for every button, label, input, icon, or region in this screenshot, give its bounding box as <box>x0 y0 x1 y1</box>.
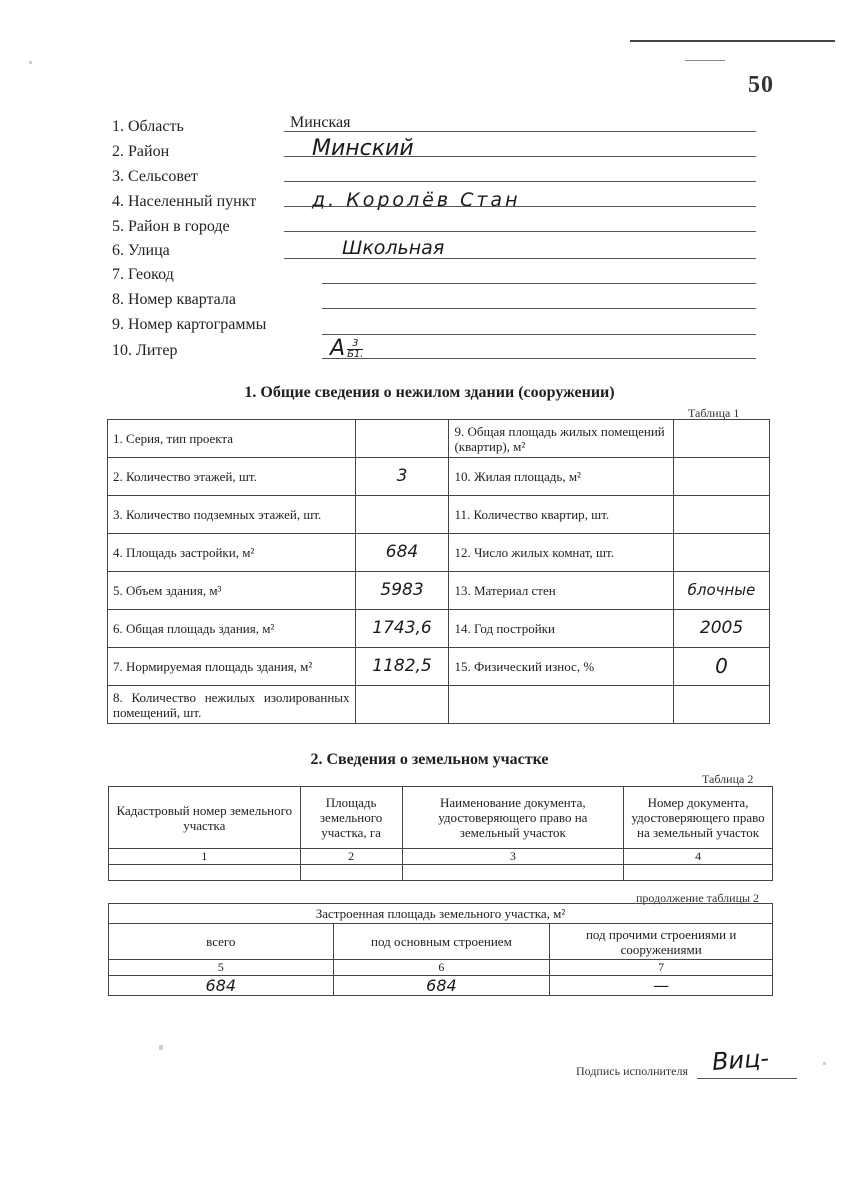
field-label-city-district: 5. Район в городе <box>112 218 230 235</box>
field-label-cartogram-number: 9. Номер картограммы <box>112 316 267 333</box>
table1-value: 684 <box>355 534 449 572</box>
field-label-oblast: 1. Область <box>112 118 184 135</box>
table1-value <box>674 534 770 572</box>
table2-cell <box>624 865 773 881</box>
field-line <box>284 231 756 232</box>
table2-cont-number: 7 <box>550 960 773 976</box>
table-row <box>109 849 773 865</box>
field-value-rayon: Минский <box>312 136 414 161</box>
table2-col-number: 1 <box>109 849 301 865</box>
table1-label <box>449 686 674 724</box>
field-line <box>322 358 756 359</box>
table2-cont-value: 684 <box>109 976 334 996</box>
scan-speck <box>823 1062 826 1065</box>
table1-value <box>674 686 770 724</box>
section2-title: 2. Сведения о земельном участке <box>310 751 549 768</box>
table2-cont-subheader: под основным строением <box>333 924 550 960</box>
page-number: 50 <box>748 72 774 98</box>
table1-label: 15. Физический износ, % <box>449 648 674 686</box>
table1-value <box>355 420 449 458</box>
table-row <box>108 534 770 572</box>
table1-label: 10. Жилая площадь, м² <box>449 458 674 496</box>
table-row <box>108 496 770 534</box>
table2-header: Номер документа, удостоверяющего право на земельный участок <box>624 787 773 849</box>
table1-value: блочные <box>674 572 770 610</box>
table2-cont-number: 5 <box>109 960 334 976</box>
field-value-liter <box>330 338 363 360</box>
table1-value: 1743,6 <box>355 610 449 648</box>
table1-label: 12. Число жилых комнат, шт. <box>449 534 674 572</box>
table1-label: 11. Количество квартир, шт. <box>449 496 674 534</box>
header-rule-short <box>685 60 725 61</box>
table2-cell <box>109 865 301 881</box>
table1-value: 3 <box>355 458 449 496</box>
section1-title: 1. Общие сведения о нежилом здании (сооружении) <box>244 384 615 401</box>
table2-continuation <box>108 903 773 996</box>
signature-line <box>697 1078 797 1079</box>
table2-cont-subheader: всего <box>109 924 334 960</box>
table2-cont-value: — <box>550 976 773 996</box>
table2-continuation-caption: продолжение таблицы 2 <box>636 891 760 905</box>
table1-label: 3. Количество подземных этажей, шт. <box>108 496 356 534</box>
table-row <box>109 904 773 924</box>
table1-label: 14. Год постройки <box>449 610 674 648</box>
field-line <box>284 131 756 132</box>
field-line <box>322 308 756 309</box>
liter-subscript: Б1. <box>347 348 364 360</box>
table2-header: Площадь земельного участка, га <box>300 787 402 849</box>
field-line <box>284 206 756 207</box>
field-label-block-number: 8. Номер квартала <box>112 291 236 308</box>
table1-label: 5. Объем здания, м³ <box>108 572 356 610</box>
table2-cont-subheader: под прочими строениями и сооружениями <box>550 924 773 960</box>
scan-speck <box>159 1045 163 1050</box>
table1-value: 1182,5 <box>355 648 449 686</box>
table-row <box>109 787 773 849</box>
field-label-selsovet: 3. Сельсовет <box>112 168 198 185</box>
field-label-liter: 10. Литер <box>112 342 178 359</box>
field-value-oblast: Минская <box>290 114 351 131</box>
table2-cell <box>402 865 624 881</box>
table2-cont-header: Застроенная площадь земельного участка, м² <box>109 904 773 924</box>
table1-value <box>355 686 449 724</box>
signature-label: Подпись исполнителя <box>576 1064 688 1078</box>
table2-header: Кадастровый номер земельного участка <box>109 787 301 849</box>
table2-col-number: 4 <box>624 849 773 865</box>
table1-value: 0 <box>674 648 770 686</box>
table1-value <box>355 496 449 534</box>
table-row <box>109 865 773 881</box>
table1-label: 2. Количество этажей, шт. <box>108 458 356 496</box>
liter-letter: А <box>330 336 346 361</box>
header-rule <box>630 40 835 42</box>
table2-caption: Таблица 2 <box>702 772 754 786</box>
table2-cont-value: 684 <box>333 976 550 996</box>
field-label-geocode: 7. Геокод <box>112 266 174 283</box>
table2 <box>108 786 773 881</box>
field-line <box>322 283 756 284</box>
field-value-street: Школьная <box>342 237 445 259</box>
table1 <box>107 419 770 724</box>
table-row <box>108 610 770 648</box>
table1-value <box>674 458 770 496</box>
field-line <box>322 334 756 335</box>
table1-label: 13. Материал стен <box>449 572 674 610</box>
table1-value: 5983 <box>355 572 449 610</box>
table1-label: 9. Общая площадь жилых помещений (квартир), м² <box>449 420 674 458</box>
table1-caption: Таблица 1 <box>688 406 740 420</box>
table1-value <box>674 496 770 534</box>
field-value-settlement: д. Королёв Стан <box>312 189 521 211</box>
table-row <box>108 686 770 724</box>
scan-speck <box>29 61 32 64</box>
table1-value <box>674 420 770 458</box>
table-row <box>108 648 770 686</box>
field-label-settlement: 4. Населенный пункт <box>112 193 257 210</box>
table2-header: Наименование документа, удостоверяющего право на земельный участок <box>402 787 624 849</box>
field-label-street: 6. Улица <box>112 242 170 259</box>
table-row <box>108 458 770 496</box>
field-line <box>284 181 756 182</box>
table-row <box>108 420 770 458</box>
table-row <box>109 976 773 996</box>
table1-label: 7. Нормируемая площадь здания, м² <box>108 648 356 686</box>
table1-label: 4. Площадь застройки, м² <box>108 534 356 572</box>
table2-col-number: 3 <box>402 849 624 865</box>
field-label-rayon: 2. Район <box>112 143 170 160</box>
field-line <box>284 156 756 157</box>
table-row <box>108 572 770 610</box>
table1-label: 1. Серия, тип проекта <box>108 420 356 458</box>
table-row <box>109 960 773 976</box>
table2-cont-number: 6 <box>333 960 550 976</box>
field-line <box>284 258 756 259</box>
table1-value: 2005 <box>674 610 770 648</box>
table2-col-number: 2 <box>300 849 402 865</box>
table2-cell <box>300 865 402 881</box>
table-row <box>109 924 773 960</box>
table1-label: 6. Общая площадь здания, м² <box>108 610 356 648</box>
signature-mark: Виц- <box>711 1044 770 1076</box>
liter-superscript: 3 <box>347 339 363 350</box>
table1-label: 8. Количество нежилых изолированных помещений, шт. <box>108 686 356 724</box>
